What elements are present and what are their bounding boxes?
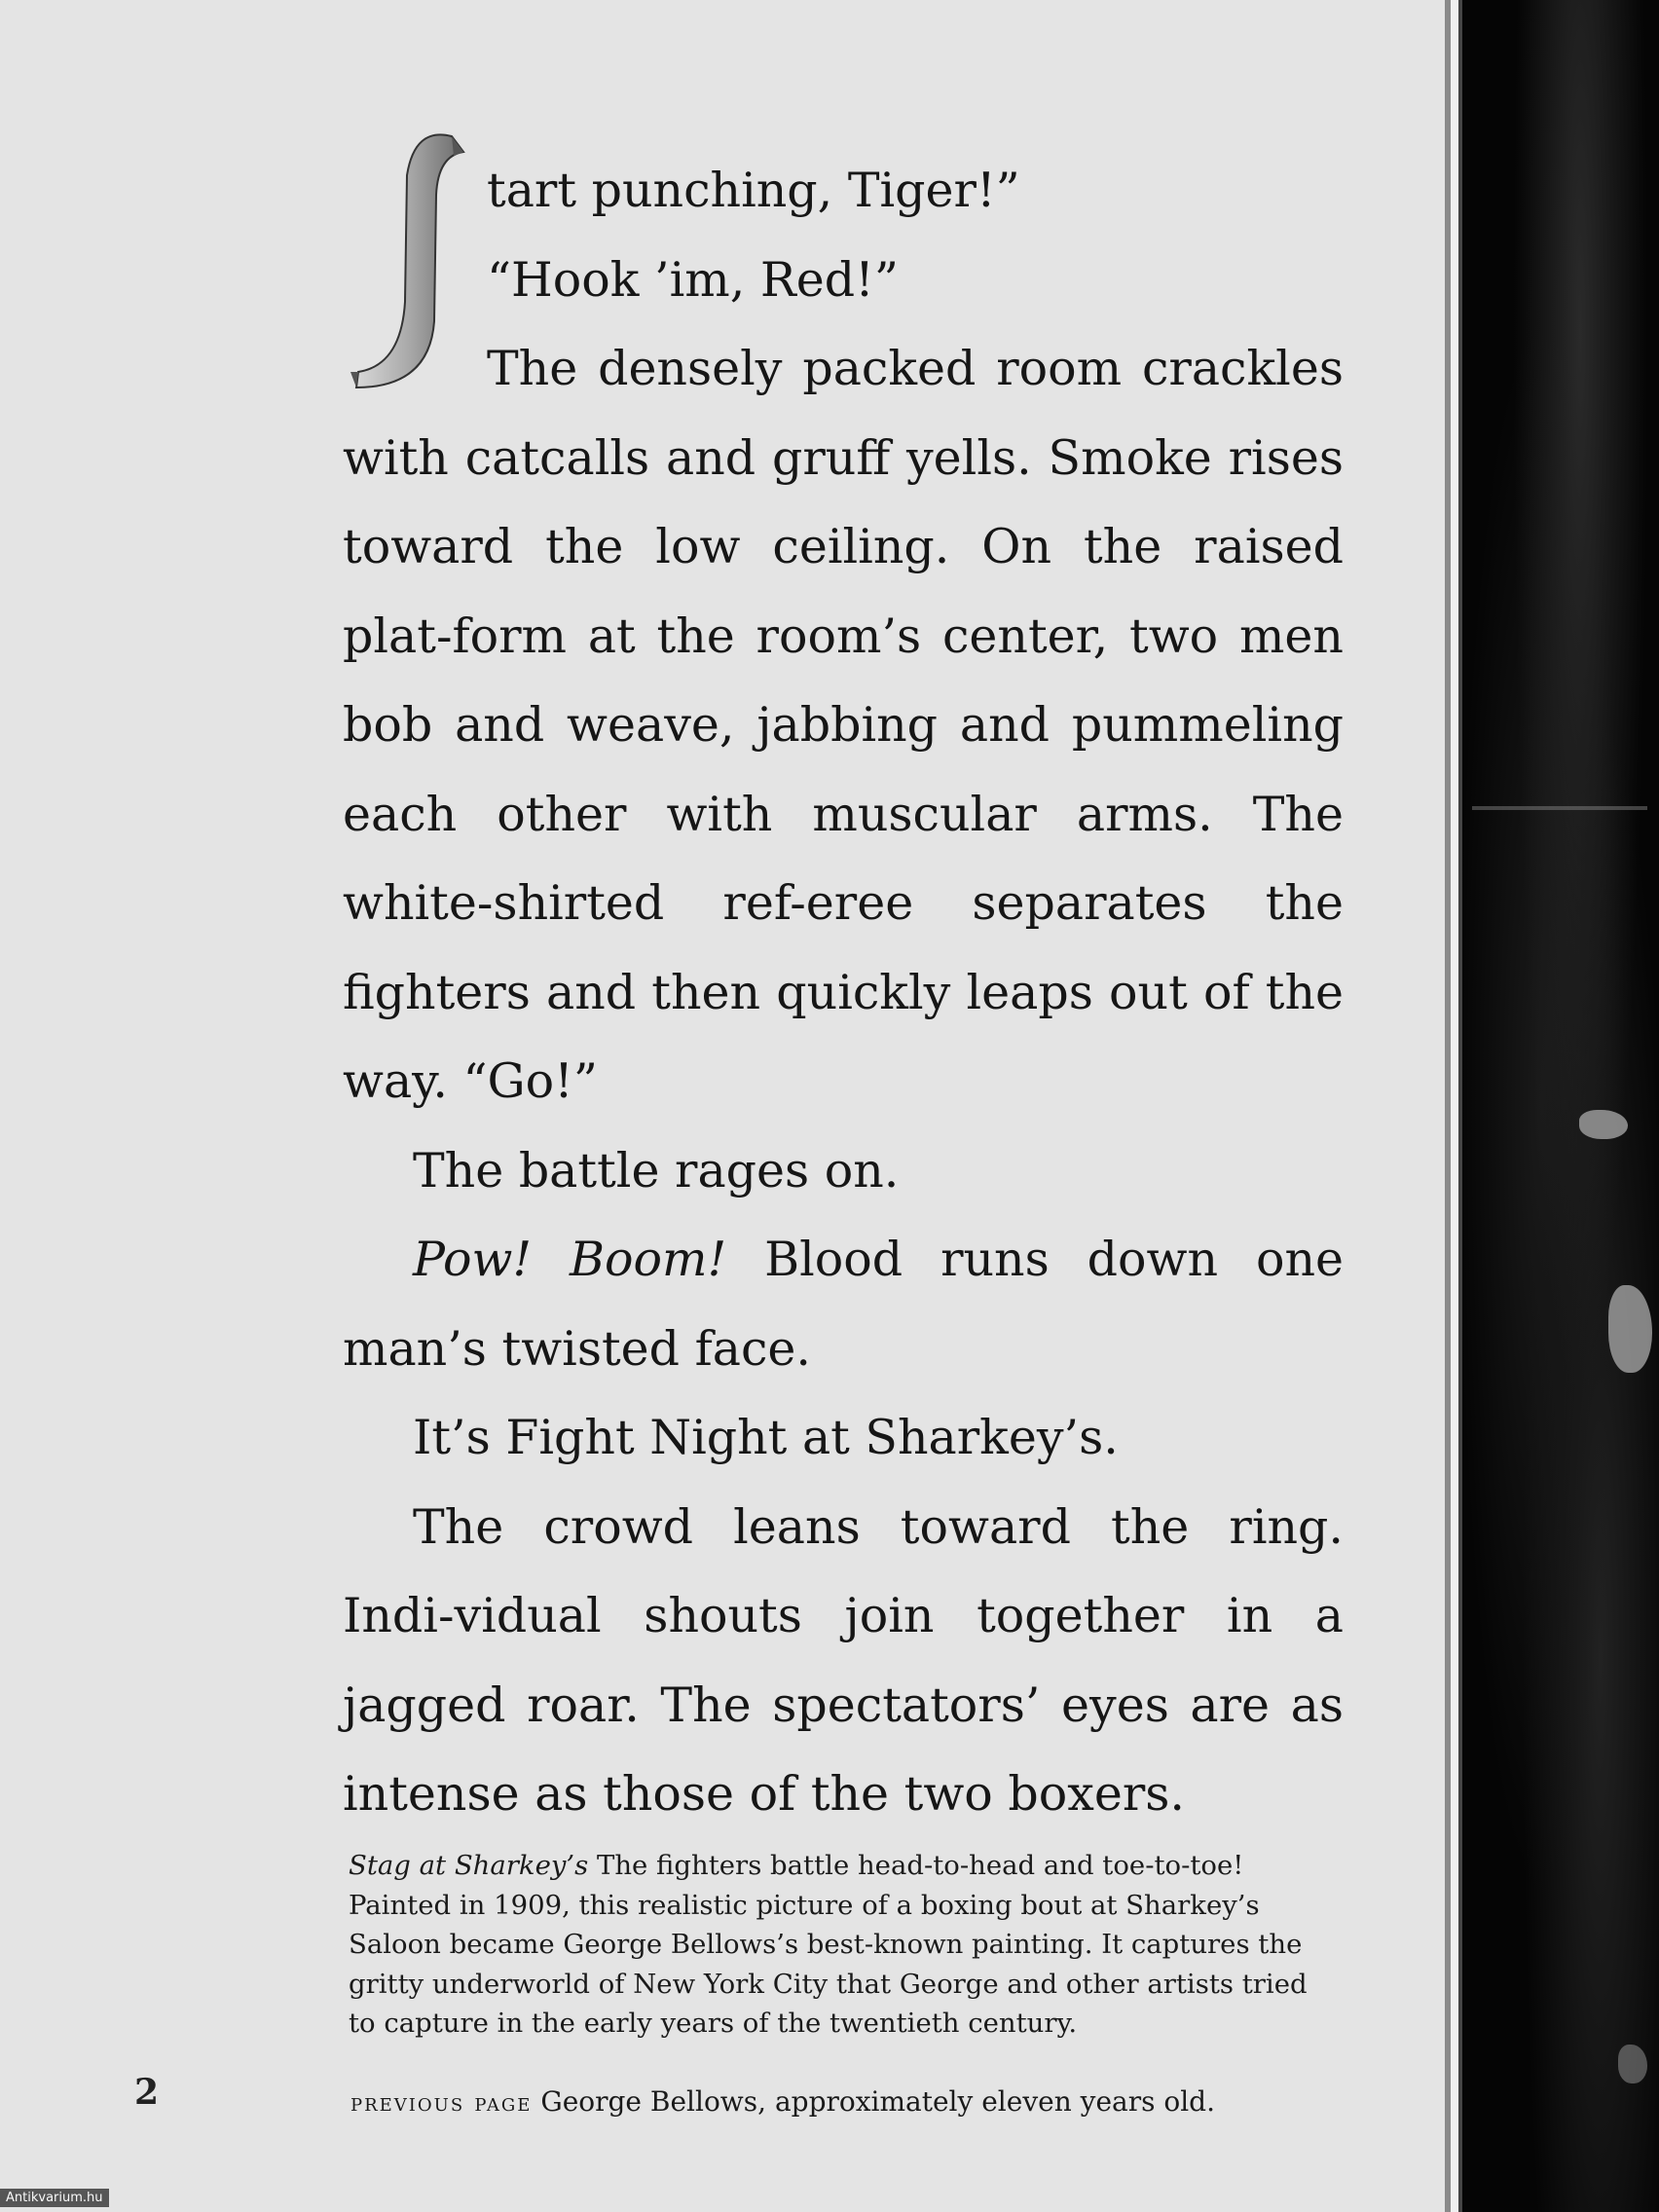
opening-line-1: tart punching, Tiger!” <box>487 163 1020 218</box>
pow-boom-italic: Pow! Boom! <box>413 1232 727 1287</box>
caption-text: The fighters battle head-to-head and toe-to-toe! Painted in 1909, this realistic picture of a boxing bout at Sharkey’s Saloon became George Bellows’s best-known painting. It captures the gritty underworld of New York City that George and other artists tried to capture in the early years of the twentieth century. <box>349 1850 1308 2039</box>
watermark: Antikvarium.hu <box>0 2189 109 2207</box>
body-text <box>343 146 1344 1839</box>
pow-boom-rest: Blood runs down one man’s twisted face. <box>343 1232 1345 1377</box>
paint-highlight <box>1608 1285 1652 1373</box>
paint-highlight <box>1618 2045 1647 2083</box>
page-number: 2 <box>134 2072 160 2113</box>
caption-title: Stag at Sharkey’s <box>349 1850 589 1881</box>
paragraph-room: The densely packed room crackles with catcalls and gruff yells. Smoke rises toward the low ceiling. On the raised plat-form at the room’s center, two men bob and weave, jabbing and pummeling each other with muscular arms. The white-shirted ref-eree separates the fighters and then quickly leaps out of the way. “Go!” <box>343 341 1344 1109</box>
paragraph-fight-night: It’s Fight Night at Sharkey’s. <box>413 1410 1119 1465</box>
paint-highlight <box>1579 1110 1628 1139</box>
facing-page-painting <box>1462 0 1659 2212</box>
previous-page-text: George Bellows, approximately eleven years old. <box>532 2085 1216 2118</box>
opening-line-2: “Hook ’im, Red!” <box>487 251 899 308</box>
paragraph-crowd: The crowd leans toward the ring. Indi-vidual shouts join together in a jagged roar. The spectators’ eyes are as intense as those of the two boxers. <box>343 1498 1344 1822</box>
previous-page-note <box>350 2085 1344 2118</box>
paragraph-pow <box>343 1215 1344 1393</box>
page-edge-highlight <box>1451 0 1458 2212</box>
paint-streak <box>1472 806 1647 810</box>
figure-caption <box>349 1846 1342 2044</box>
paragraph-battle: The battle rages on. <box>413 1142 900 1198</box>
previous-page-label: previous page <box>350 2088 533 2118</box>
